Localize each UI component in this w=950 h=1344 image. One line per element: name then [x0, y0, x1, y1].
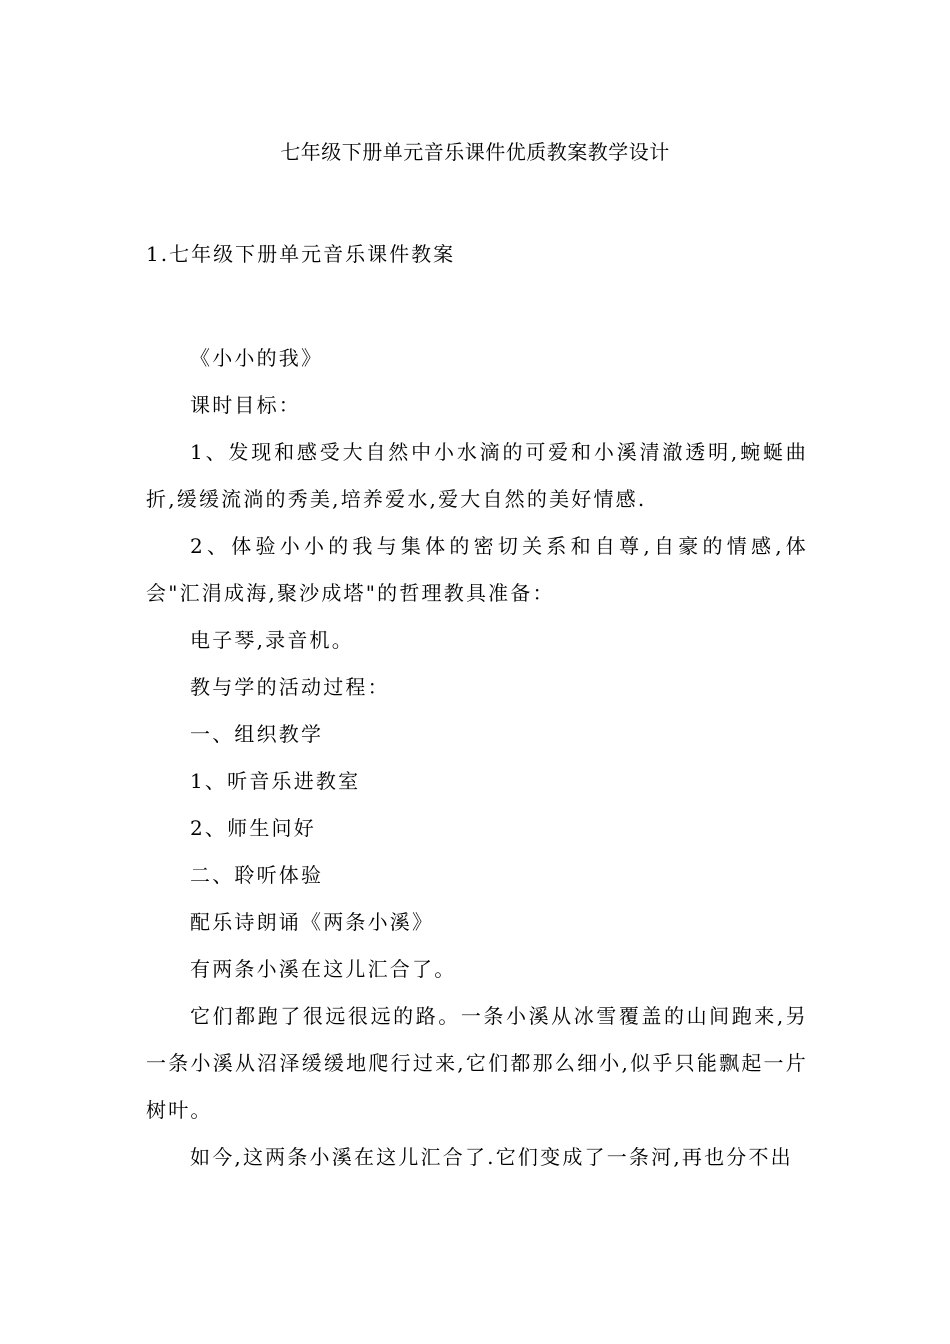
paragraph-objectives-label: 课时目标：	[190, 393, 301, 417]
document-body	[146, 335, 808, 1181]
paragraph-objective-2: 2、体验小小的我与集体的密切关系和自尊,自豪的情感,体会"汇涓成海,聚沙成塔"的哲理教具准备：	[146, 534, 808, 605]
paragraph-materials: 电子琴,录音机。	[190, 628, 354, 652]
paragraph-process-label: 教与学的活动过程：	[190, 675, 390, 699]
paragraph-poem-line-3: 如今,这两条小溪在这儿汇合了.它们变成了一条河,再也分不出	[190, 1145, 793, 1169]
paragraph-step-1-1: 1、听音乐进教室	[190, 769, 361, 793]
paragraph-poem-title: 配乐诗朗诵《两条小溪》	[190, 910, 435, 934]
paragraph-step-1-2: 2、师生问好	[190, 816, 316, 840]
paragraph-objective-1: 1、发现和感受大自然中小水滴的可爱和小溪清澈透明,蜿蜒曲折,缓缓流淌的秀美,培养爱水,爱大自然的美好情感.	[146, 440, 808, 511]
paragraph-song-title: 《小小的我》	[190, 346, 324, 370]
paragraph-poem-line-1: 有两条小溪在这儿汇合了。	[190, 957, 457, 981]
paragraph-poem-line-2: 它们都跑了很远很远的路。一条小溪从冰雪覆盖的山间跑来,另一条小溪从沼泽缓缓地爬行过来,它们都那么细小,似乎只能飘起一片树叶。	[146, 1004, 808, 1122]
document-title: 七年级下册单元音乐课件优质教案教学设计	[280, 140, 670, 164]
paragraph-step-2: 二、聆听体验	[190, 863, 324, 887]
section-heading: 1.七年级下册单元音乐课件教案	[146, 242, 456, 266]
paragraph-step-1: 一、组织教学	[190, 722, 324, 746]
